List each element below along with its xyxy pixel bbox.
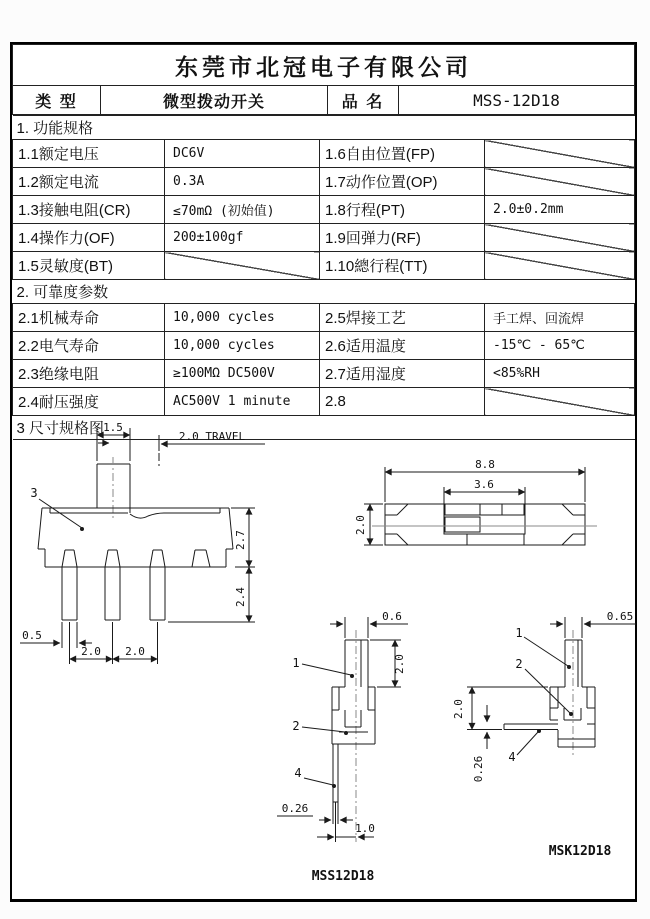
spec-label: 1.1额定电压 [13, 140, 165, 168]
callout-2: 2 [515, 657, 523, 671]
dim-body-height: 2.7 [234, 530, 247, 550]
dim-stem-width: 0.65 [606, 610, 634, 623]
spec-label: 2.3绝缘电阻 [13, 360, 165, 388]
dim-slot-width: 3.6 [474, 478, 494, 491]
spec-label: 2.7适用湿度 [320, 360, 485, 388]
table-row [13, 332, 635, 360]
spec-label: 1.3接触电阻(CR) [13, 196, 165, 224]
dim-knob-width: 1.5 [103, 421, 123, 434]
spec-label: 2.4耐压强度 [13, 388, 165, 416]
top-view-drawing [354, 458, 597, 545]
spec-label: 2.6适用温度 [320, 332, 485, 360]
dim-pin-offset: 1.0 [355, 822, 375, 835]
spec-value: <85%RH [485, 360, 635, 388]
callout-4: 4 [508, 750, 516, 764]
spec-value-empty [485, 224, 635, 252]
spec-value: 200±100gf [165, 224, 320, 252]
datasheet-page [10, 42, 637, 902]
table-row [13, 196, 635, 224]
part-number-mss: MSS12D18 [311, 869, 375, 884]
spec-label: 2.2电气寿命 [13, 332, 165, 360]
spec-label: 1.5灵敏度(BT) [13, 252, 165, 280]
section3-title: 3 尺寸规格图 [13, 416, 635, 440]
spec-value: 手工焊、回流焊 [485, 304, 635, 332]
dim-height: 2.0 [452, 699, 465, 719]
section2-title: 2. 可靠度参数 [13, 280, 635, 304]
header-table [12, 44, 635, 115]
callout-3: 3 [30, 486, 38, 500]
dim-pitch-a: 2.0 [81, 645, 101, 658]
spec-label: 2.1机械寿命 [13, 304, 165, 332]
table-row [13, 140, 635, 168]
spec-value-empty [485, 168, 635, 196]
spec-label: 1.9回弹力(RF) [320, 224, 485, 252]
table-row [13, 252, 635, 280]
spec-value: 2.0±0.2mm [485, 196, 635, 224]
spec-value-empty [165, 252, 320, 280]
spec-label: 2.8 [320, 388, 485, 416]
dim-pitch-b: 2.0 [125, 645, 145, 658]
spec-value: AC500V 1 minute [165, 388, 320, 416]
table-row [13, 360, 635, 388]
callout-1: 1 [292, 656, 300, 670]
spec-label: 1.6自由位置(FP) [320, 140, 485, 168]
dim-pin-thickness: 0.26 [472, 755, 485, 783]
spec-label: 1.10總行程(TT) [320, 252, 485, 280]
dim-pin-length: 2.4 [234, 587, 247, 607]
table-row [13, 168, 635, 196]
spec-value-empty [485, 140, 635, 168]
callout-4: 4 [294, 766, 302, 780]
spec-table [12, 115, 635, 440]
table-row [13, 224, 635, 252]
spec-value: ≥100MΩ DC500V [165, 360, 320, 388]
front-view-drawing [20, 421, 265, 664]
dim-body-depth: 2.0 [354, 515, 367, 535]
dim-pin-thickness: 0.26 [281, 802, 309, 815]
dim-stem-width: 0.6 [382, 610, 402, 623]
table-row [13, 388, 635, 416]
table-row [13, 304, 635, 332]
side-view-msk-drawing [452, 610, 636, 859]
dimension-drawings [12, 421, 639, 899]
spec-label: 1.8行程(PT) [320, 196, 485, 224]
callout-1: 1 [515, 626, 523, 640]
dim-pin-width: 0.5 [22, 629, 42, 642]
spec-value: ≤70mΩ (初始值) [165, 196, 320, 224]
spec-value-empty [485, 388, 635, 416]
part-name-label: 品 名 [328, 86, 399, 115]
section1-title: 1. 功能规格 [13, 116, 635, 140]
side-view-mss-drawing [277, 610, 408, 884]
company-title: 东莞市北冠电子有限公司 [13, 45, 635, 86]
type-label: 类 型 [13, 86, 101, 115]
dim-stem-height: 2.0 [393, 654, 406, 674]
spec-value: 0.3A [165, 168, 320, 196]
spec-value: -15℃ - 65℃ [485, 332, 635, 360]
spec-label: 1.4操作力(OF) [13, 224, 165, 252]
spec-label: 1.2额定电流 [13, 168, 165, 196]
part-name-value: MSS-12D18 [399, 86, 635, 115]
spec-label: 2.5焊接工艺 [320, 304, 485, 332]
type-value: 微型拨动开关 [101, 86, 328, 115]
dim-travel: 2.0 TRAVEL [178, 430, 246, 443]
spec-label: 1.7动作位置(OP) [320, 168, 485, 196]
callout-2: 2 [292, 719, 300, 733]
dim-overall-width: 8.8 [475, 458, 495, 471]
spec-value: 10,000 cycles [165, 332, 320, 360]
spec-value: 10,000 cycles [165, 304, 320, 332]
spec-value: DC6V [165, 140, 320, 168]
spec-value-empty [485, 252, 635, 280]
part-number-msk: MSK12D18 [548, 844, 612, 859]
